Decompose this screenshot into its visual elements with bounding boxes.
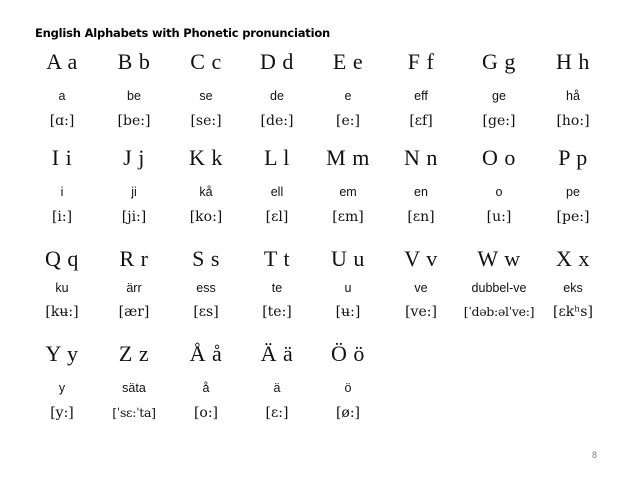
letter-ipa: [ɛn]: [407, 209, 435, 225]
letter-ipa: [ɛl]: [265, 209, 289, 225]
letter-ipa: [de:]: [260, 113, 294, 129]
letter-name: se: [199, 89, 213, 103]
letter-name: eff: [414, 89, 428, 103]
letter-name: te: [271, 281, 283, 295]
letter-name: u: [344, 281, 352, 295]
letter-glyph: I i: [51, 145, 73, 170]
letter-glyph: C c: [190, 49, 222, 74]
letter-ipa: [o:]: [193, 405, 219, 421]
letter-name: y: [58, 381, 66, 395]
letter-ipa: [se:]: [190, 113, 222, 129]
letter-glyph: K k: [189, 145, 223, 170]
letter-glyph: Ö ö: [331, 341, 365, 366]
letter-glyph: L l: [264, 145, 290, 170]
letter-ipa: [ɑ:]: [49, 113, 75, 129]
letter-ipa: [ɛm]: [332, 209, 364, 225]
letter-ipa: [ko:]: [189, 209, 223, 225]
letter-name: dubbel-ve: [471, 281, 527, 295]
letter-glyph: Y y: [45, 341, 79, 366]
letter-glyph: N n: [404, 145, 438, 170]
letter-ipa: [ʉ:]: [335, 304, 361, 320]
letter-glyph: Q q: [45, 246, 79, 271]
letter-name: ell: [270, 185, 284, 199]
letter-name: e: [344, 89, 352, 103]
letter-ipa: [ø:]: [335, 405, 361, 421]
letter-ipa: [u:]: [486, 209, 512, 225]
letter-name: pe: [566, 185, 580, 199]
letter-ipa: [e:]: [336, 113, 360, 129]
letter-ipa: [ɛs]: [193, 304, 219, 320]
letter-glyph: Ä ä: [260, 341, 294, 366]
letter-glyph: M m: [326, 145, 370, 170]
letter-name: hå: [566, 89, 580, 103]
letter-ipa: [pe:]: [556, 209, 590, 225]
letter-ipa: [ji:]: [121, 209, 147, 225]
letter-ipa: [ˈdəb:əlˈve:]: [463, 304, 535, 319]
letter-name: en: [414, 185, 428, 199]
letter-glyph: P p: [558, 145, 588, 170]
letter-name: å: [202, 381, 210, 395]
letter-name: em: [339, 185, 357, 199]
letter-glyph: A a: [46, 49, 78, 74]
letter-ipa: [te:]: [262, 304, 292, 320]
letter-ipa: [ve:]: [405, 304, 437, 320]
letter-name: i: [60, 185, 64, 199]
letter-ipa: [i:]: [51, 209, 73, 225]
page-number: 8: [592, 450, 598, 460]
letter-glyph: E e: [332, 49, 364, 74]
letter-glyph: X x: [556, 246, 590, 271]
letter-glyph: H h: [556, 49, 590, 74]
letter-glyph: T t: [263, 246, 291, 271]
letter-glyph: U u: [331, 246, 365, 271]
letter-name: a: [58, 89, 66, 103]
letter-name: ku: [55, 281, 69, 295]
letter-name: ä: [273, 381, 281, 395]
letter-ipa: [y:]: [50, 405, 74, 421]
letter-name: o: [495, 185, 503, 199]
letter-ipa: [ɛf]: [409, 113, 433, 129]
letter-glyph: O o: [482, 145, 516, 170]
letter-ipa: [ɛkʰs]: [553, 304, 593, 320]
letter-glyph: Å å: [189, 341, 223, 366]
letter-name: kå: [199, 185, 213, 199]
letter-ipa: [ær]: [118, 304, 150, 320]
letter-ipa: [ge:]: [482, 113, 516, 129]
letter-name: ö: [344, 381, 352, 395]
letter-ipa: [ho:]: [556, 113, 590, 129]
letter-name: ess: [196, 281, 216, 295]
slide-title: English Alphabets with Phonetic pronunciation: [35, 26, 331, 40]
letter-glyph: F f: [407, 49, 435, 74]
letter-name: ji: [131, 185, 137, 199]
letter-glyph: S s: [192, 246, 220, 271]
letter-glyph: B b: [117, 49, 151, 74]
letter-glyph: V v: [404, 246, 438, 271]
letter-glyph: D d: [260, 49, 294, 74]
letter-ipa: [ˈsɛ:ˈta]: [112, 405, 156, 420]
letter-name: be: [127, 89, 141, 103]
letter-ipa: [ɛ:]: [265, 405, 289, 421]
letter-name: ärr: [126, 281, 142, 295]
letter-ipa: [kʉ:]: [45, 304, 79, 320]
letter-glyph: J j: [123, 145, 145, 170]
letter-name: säta: [122, 381, 146, 395]
letter-name: de: [270, 89, 284, 103]
letter-glyph: W w: [477, 246, 521, 271]
letter-glyph: G g: [482, 49, 516, 74]
letter-glyph: R r: [119, 246, 149, 271]
letter-name: eks: [563, 281, 583, 295]
letter-ipa: [be:]: [117, 113, 151, 129]
letter-name: ve: [414, 281, 428, 295]
letter-glyph: Z z: [118, 341, 150, 366]
letter-name: ge: [492, 89, 506, 103]
